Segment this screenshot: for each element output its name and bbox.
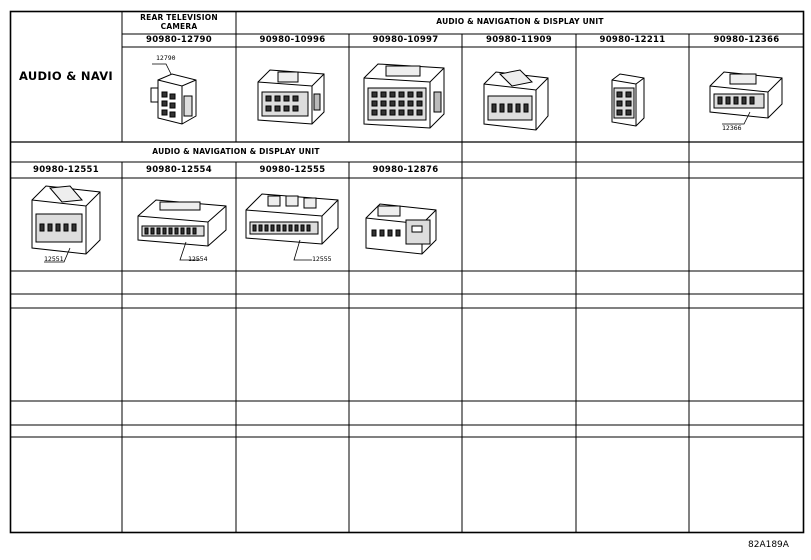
connector-10997-drawing — [364, 64, 444, 128]
callout-12555: 12555 — [312, 255, 332, 263]
part-number: 90980-12555 — [259, 165, 326, 175]
connector-12366-drawing — [710, 72, 782, 124]
connector-12554-drawing — [138, 200, 226, 260]
camera-header-line-1: REAR TELEVISION — [140, 13, 218, 22]
connector-10996-drawing — [258, 70, 324, 124]
connector-12211-drawing — [612, 74, 644, 126]
part-number: 90980-12211 — [599, 35, 666, 45]
unit-header-top: AUDIO & NAVIGATION & DISPLAY UNIT — [436, 17, 604, 26]
part-number: 90980-11909 — [486, 35, 552, 45]
callout-12366: 12366 — [722, 124, 742, 132]
callout-12551: 12551 — [44, 255, 64, 263]
part-number: 90980-10996 — [259, 35, 326, 45]
part-number: 90980-12790 — [146, 35, 212, 45]
part-number: 90980-12876 — [372, 165, 439, 175]
part-number: 90980-12554 — [146, 165, 212, 175]
connector-11909-drawing — [484, 70, 548, 130]
figure-code: 82A189A — [748, 540, 789, 550]
connector-12790-drawing — [151, 64, 196, 124]
callout-12554: 12554 — [188, 255, 208, 263]
part-number: 90980-10997 — [372, 35, 439, 45]
connector-12555-drawing — [246, 194, 338, 260]
camera-header-line-2: CAMERA — [160, 22, 198, 31]
section-label: AUDIO & NAVI — [18, 69, 114, 83]
callout-12790: 12790 — [156, 54, 176, 62]
connector-12876-drawing — [366, 204, 436, 254]
part-number: 90980-12551 — [33, 165, 99, 175]
connector-12551-drawing — [32, 186, 100, 262]
part-number: 90980-12366 — [713, 35, 780, 45]
unit-header-bottom: AUDIO & NAVIGATION & DISPLAY UNIT — [152, 147, 320, 156]
